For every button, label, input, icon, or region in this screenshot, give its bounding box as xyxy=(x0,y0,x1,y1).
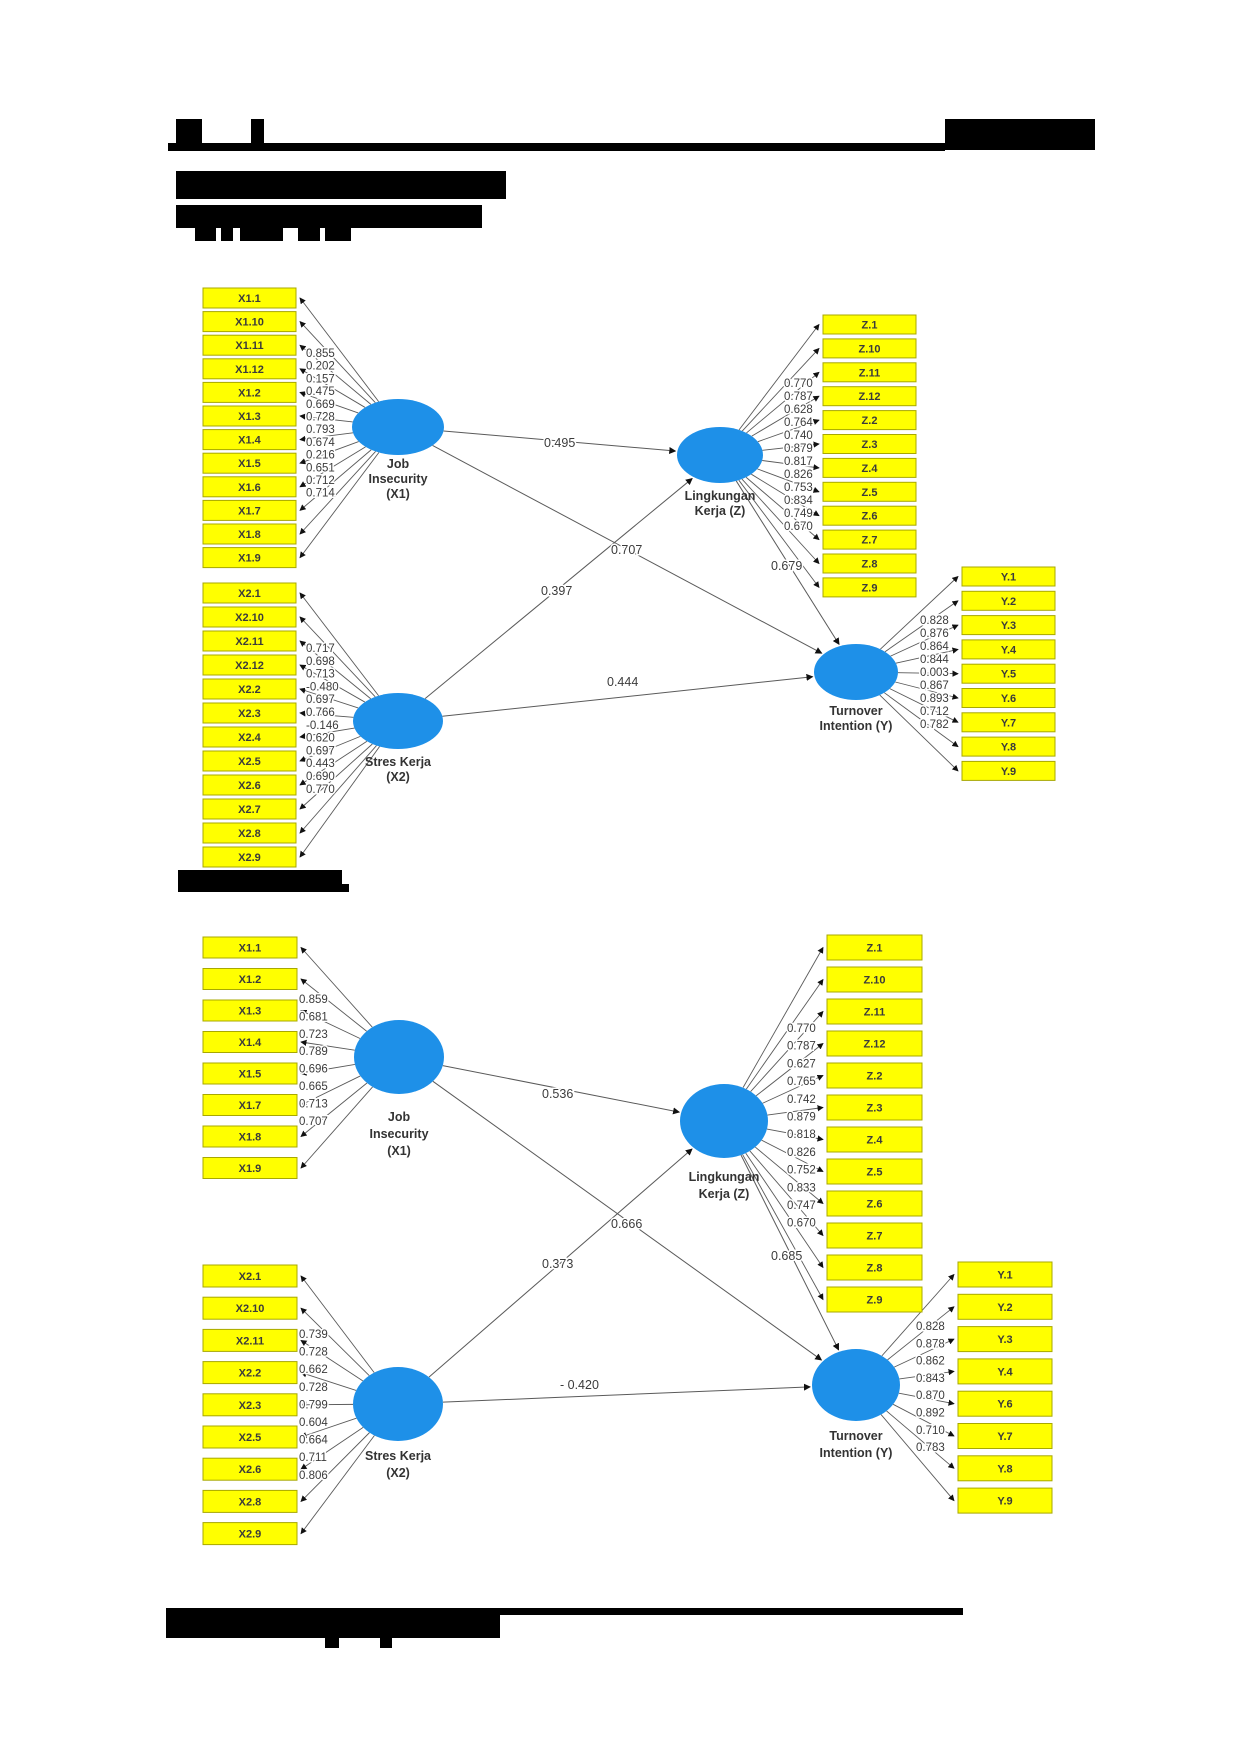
fig2-latent-label-Z-line1: Lingkungan xyxy=(688,1170,760,1184)
fig2-indicator-box-label-X2.6: X2.6 xyxy=(238,1464,262,1477)
fig1-indicator-box-label-Y.2: Y.2 xyxy=(1000,595,1017,608)
fig2-latent-label-X2-line1: Stres Kerja xyxy=(364,1449,432,1463)
fig2-indicator-box-label-X1.7: X1.7 xyxy=(238,1100,262,1112)
fig2-indicator-box-label-X2.3: X2.3 xyxy=(238,1399,262,1412)
fig2-latent-label-X1-line1: Job xyxy=(387,1110,411,1124)
fig1-loading-value-Y.9: 0.782 xyxy=(920,719,949,731)
fig1-loading-value-X2.2: 0.697 xyxy=(306,694,335,707)
fig1-loading-value-X1.1: 0.855 xyxy=(306,348,335,360)
fig2-loading-value-Z.10: 0.787 xyxy=(787,1040,816,1053)
fig1-indicator-box-label-X2.2: X2.2 xyxy=(238,684,261,696)
footer-caption xyxy=(166,1612,500,1638)
fig2-latent-label-Z-line2: Kerja (Z) xyxy=(698,1187,750,1201)
fig1-indicator-box-label-Y.5: Y.5 xyxy=(1000,668,1017,681)
fig1-latent-ellipse-X2 xyxy=(353,693,443,749)
fig2-indicator-box-label-Z.2: Z.2 xyxy=(866,1070,883,1083)
fig2-loading-value-Z.9: 0.670 xyxy=(787,1217,816,1230)
fig2-indicator-box-label-Z.8: Z.8 xyxy=(866,1262,883,1275)
fig1-indicator-box-label-Z.12: Z.12 xyxy=(858,391,881,404)
fig2-indicator-box-label-Y.9: Y.9 xyxy=(997,1495,1013,1508)
fig1-indicator-box-label-X2.6: X2.6 xyxy=(238,780,261,792)
header-rule xyxy=(168,143,945,151)
fig2-loading-value-X2.3: 0.799 xyxy=(299,1399,328,1412)
fig1-loading-value-Z.9: 0.670 xyxy=(784,521,813,533)
fig1-loading-value-Y.6: 0.867 xyxy=(920,680,949,692)
fig1-loading-value-X2.8: 0.690 xyxy=(306,771,335,783)
fig2-loading-value-X2.6: 0.664 xyxy=(299,1434,328,1447)
fig1-loading-value-Y.7: 0.893 xyxy=(920,693,949,705)
fig2-indicator-box-label-Y.8: Y.8 xyxy=(997,1463,1013,1476)
fig2-indicator-box-label-X1.1: X1.1 xyxy=(238,942,262,955)
fig1-indicator-box-label-X2.3: X2.3 xyxy=(238,708,261,720)
title-line-2 xyxy=(176,205,482,228)
fig1-path-coefficient-X1-Y: 0.707 xyxy=(611,543,643,557)
fig1-indicator-box-label-X2.9: X2.9 xyxy=(238,852,261,864)
fig2-indicator-arrow-Y.8 xyxy=(887,1411,954,1468)
fig1-loading-value-Y.8: 0.712 xyxy=(920,706,949,718)
fig2-loading-value-Z.2: 0.742 xyxy=(787,1093,816,1106)
fig1-latent-label-Y-line1: Turnover xyxy=(829,704,883,718)
fig2-loading-value-X2.5: 0.604 xyxy=(299,1417,328,1429)
fig2-loading-value-Y.2: 0.878 xyxy=(916,1338,945,1351)
fig1-loading-value-Y.5: 0.003 xyxy=(920,667,949,679)
fig1-loading-value-X1.10: 0.202 xyxy=(306,360,335,373)
fig1-indicator-box-label-X1.5: X1.5 xyxy=(238,458,261,471)
fig2-indicator-box-label-X1.9: X1.9 xyxy=(238,1163,262,1175)
fig1-indicator-box-label-X1.10: X1.10 xyxy=(235,316,264,329)
fig1-indicator-box-label-X2.10: X2.10 xyxy=(235,612,264,624)
fig1-loading-value-X1.2: 0.669 xyxy=(306,398,335,411)
title-line-1 xyxy=(176,171,506,199)
fig1-indicator-box-label-Z.2: Z.2 xyxy=(861,415,878,428)
fig1-indicator-box-label-X1.12: X1.12 xyxy=(235,363,264,376)
fig1-indicator-box-label-X2.1: X2.1 xyxy=(238,588,261,600)
fig1-loading-value-Z.10: 0.787 xyxy=(784,391,813,403)
fig1-indicator-box-label-Y.9: Y.9 xyxy=(1000,765,1017,778)
fig1-indicator-box-label-Y.8: Y.8 xyxy=(1000,741,1017,754)
fig2-path-coefficient-X1-Y: 0.666 xyxy=(611,1217,643,1231)
fig1-loading-value-X1.4: 0.793 xyxy=(306,424,335,437)
fig1-indicator-box-label-X2.12: X2.12 xyxy=(235,660,264,672)
fig1-indicator-box-label-X1.11: X1.11 xyxy=(235,340,264,353)
fig2-indicator-box-label-Z.7: Z.7 xyxy=(866,1230,883,1243)
fig1-loading-value-Y.2: 0.876 xyxy=(920,628,949,640)
fig1-loading-value-X1.8: 0.712 xyxy=(306,475,335,487)
fig1-indicator-box-label-X1.1: X1.1 xyxy=(238,293,261,305)
fig2-loading-value-X2.1: 0.739 xyxy=(299,1329,328,1341)
fig1-indicator-box-label-X1.3: X1.3 xyxy=(238,411,261,423)
fig2-loading-value-Z.4: 0.818 xyxy=(787,1129,816,1142)
fig2-indicator-box-label-Z.5: Z.5 xyxy=(866,1166,883,1179)
fig2-latent-label-X1-line3: (X1) xyxy=(387,1144,411,1158)
figure-1-caption-dot xyxy=(342,884,349,892)
fig2-latent-ellipse-X2 xyxy=(353,1367,443,1441)
fig1-loading-value-Y.3: 0.864 xyxy=(920,641,949,653)
fig2-loading-value-Z.6: 0.752 xyxy=(787,1164,816,1177)
fig1-indicator-box-label-Z.1: Z.1 xyxy=(861,319,878,332)
fig1-indicator-box-label-Z.3: Z.3 xyxy=(861,439,878,451)
fig2-loading-value-X1.9: 0.707 xyxy=(299,1115,328,1128)
fig2-indicator-box-label-Y.1: Y.1 xyxy=(997,1269,1013,1282)
fig1-indicator-box-label-Y.7: Y.7 xyxy=(1000,717,1017,730)
fig1-indicator-box-label-X1.4: X1.4 xyxy=(238,434,261,447)
fig2-latent-label-X2-line2: (X2) xyxy=(386,1466,410,1480)
fig1-loading-value-Z.12: 0.764 xyxy=(784,417,813,429)
fig1-loading-value-X2.5: 0.620 xyxy=(306,732,335,745)
fig2-loading-value-X2.11: 0.662 xyxy=(299,1364,328,1377)
fig2-loading-value-Y.7: 0.892 xyxy=(916,1407,945,1420)
fig1-indicator-box-label-X2.4: X2.4 xyxy=(238,732,261,744)
fig2-indicator-arrow-Y.2 xyxy=(887,1307,954,1360)
fig2-loading-value-X1.4: 0.789 xyxy=(299,1046,328,1059)
fig1-path-coefficient-Z-Y: 0.679 xyxy=(771,559,803,573)
fig2-loading-value-X1.3: 0.723 xyxy=(299,1028,328,1041)
fig1-loading-value-Z.11: 0.628 xyxy=(784,404,813,416)
fig2-latent-ellipse-Z xyxy=(680,1084,768,1158)
title-line-3-frag-2 xyxy=(221,228,233,241)
fig2-indicator-box-label-Y.7: Y.7 xyxy=(997,1431,1013,1443)
fig1-indicator-box-label-X2.11: X2.11 xyxy=(235,636,264,648)
fig2-indicator-box-label-X2.2: X2.2 xyxy=(238,1367,262,1380)
fig2-loading-value-X2.8: 0.711 xyxy=(299,1452,327,1465)
fig2-loading-value-X2.2: 0.728 xyxy=(299,1381,328,1394)
fig1-loading-value-X2.7: 0.443 xyxy=(306,758,335,771)
header-right-block xyxy=(945,119,1095,150)
fig2-loading-value-X1.7: 0.665 xyxy=(299,1081,328,1093)
fig2-indicator-arrow-X2.9 xyxy=(301,1436,374,1534)
fig2-loading-value-Y.6: 0.870 xyxy=(916,1390,945,1403)
fig2-indicator-box-label-Z.10: Z.10 xyxy=(863,974,886,987)
title-line-3-frag-1 xyxy=(195,228,216,241)
fig2-loading-value-X1.5: 0.696 xyxy=(299,1063,328,1076)
fig1-loading-value-X2.10: 0.698 xyxy=(306,655,335,668)
fig1-indicator-box-label-Z.11: Z.11 xyxy=(858,367,881,380)
fig1-loading-value-X2.4: -0.146 xyxy=(306,719,339,732)
fig2-path-coefficient-X2-Z: 0.373 xyxy=(542,1257,574,1271)
fig2-loading-value-Z.1: 0.770 xyxy=(787,1023,816,1035)
fig2-indicator-box-label-X2.5: X2.5 xyxy=(238,1432,262,1444)
footer-caption-desc-2 xyxy=(380,1638,392,1648)
fig1-path-coefficient-X2-Y: 0.444 xyxy=(607,675,639,689)
fig2-loading-value-Z.5: 0.826 xyxy=(787,1146,816,1159)
fig1-indicator-box-label-X1.2: X1.2 xyxy=(238,387,261,400)
title-line-3-frag-5 xyxy=(325,228,351,241)
fig1-indicator-box-label-X1.7: X1.7 xyxy=(238,505,261,518)
fig2-loading-value-Y.8: 0.710 xyxy=(916,1424,945,1437)
fig2-loading-value-X2.10: 0.728 xyxy=(299,1346,328,1359)
fig1-loading-value-X1.11: 0.157 xyxy=(306,373,335,386)
fig1-loading-value-Z.3: 0.879 xyxy=(784,443,813,455)
fig1-loading-value-Y.4: 0.844 xyxy=(920,654,949,666)
figure-1-caption xyxy=(178,870,342,892)
fig1-loading-value-X2.9: 0.770 xyxy=(306,783,335,796)
fig2-loading-value-Y.4: 0.843 xyxy=(916,1372,945,1385)
fig1-loading-value-X2.1: 0.717 xyxy=(306,643,335,655)
title-line-3-frag-3 xyxy=(240,228,283,241)
fig1-indicator-box-label-Y.6: Y.6 xyxy=(1000,693,1017,705)
fig2-loading-value-X1.1: 0.859 xyxy=(299,994,328,1006)
fig2-indicator-box-label-Y.2: Y.2 xyxy=(997,1301,1013,1314)
fig2-indicator-box-label-Z.12: Z.12 xyxy=(863,1038,886,1051)
fig1-loading-value-Z.1: 0.770 xyxy=(784,378,813,390)
fig1-loading-value-Z.6: 0.753 xyxy=(784,482,813,494)
fig1-loading-value-X1.12: 0.475 xyxy=(306,386,335,399)
fig2-loading-value-Y.9: 0.783 xyxy=(916,1442,945,1455)
fig1-path-coefficient-X2-Z: 0.397 xyxy=(541,584,573,598)
fig2-loading-value-X1.2: 0.681 xyxy=(299,1011,328,1024)
fig1-loading-value-X2.6: 0.697 xyxy=(306,745,335,758)
fig2-loading-value-X1.8: 0.713 xyxy=(299,1098,328,1111)
fig2-path-coefficient-X2-Y: - 0.420 xyxy=(560,1378,599,1392)
fig1-indicator-box-label-Y.1: Y.1 xyxy=(1000,571,1017,584)
fig1-latent-ellipse-Z xyxy=(677,427,763,483)
fig1-latent-label-X2-line2: (X2) xyxy=(386,770,410,784)
fig2-loading-value-Z.3: 0.879 xyxy=(787,1111,816,1124)
fig2-indicator-box-label-X2.9: X2.9 xyxy=(238,1528,262,1541)
fig1-indicator-box-label-X1.6: X1.6 xyxy=(238,481,261,494)
fig1-indicator-box-label-Z.7: Z.7 xyxy=(861,534,878,547)
fig1-latent-label-Z-line2: Kerja (Z) xyxy=(694,504,746,518)
fig2-loading-value-Z.12: 0.765 xyxy=(787,1076,816,1089)
fig2-loading-value-Z.7: 0.833 xyxy=(787,1182,816,1195)
fig2-indicator-box-label-X2.10: X2.10 xyxy=(235,1303,265,1316)
fig1-loading-value-Z.8: 0.749 xyxy=(784,508,813,520)
fig1-loading-value-Z.4: 0.817 xyxy=(784,456,813,468)
fig1-indicator-box-label-X2.8: X2.8 xyxy=(238,828,261,840)
fig1-loading-value-X1.3: 0.728 xyxy=(306,411,335,424)
fig2-loading-value-Y.3: 0.862 xyxy=(916,1355,945,1368)
fig1-loading-value-Z.2: 0.740 xyxy=(784,430,813,442)
fig2-indicator-box-label-Z.1: Z.1 xyxy=(866,942,883,955)
fig2-indicator-box-label-Z.11: Z.11 xyxy=(863,1006,886,1019)
fig1-indicator-box-label-Z.8: Z.8 xyxy=(861,558,878,571)
fig2-indicator-box-label-X2.11: X2.11 xyxy=(235,1335,265,1348)
fig1-indicator-box-label-X1.8: X1.8 xyxy=(238,529,261,541)
fig1-latent-label-X2-line1: Stres Kerja xyxy=(364,755,432,769)
footer-caption-desc-1 xyxy=(325,1638,339,1648)
fig1-indicator-box-label-X2.5: X2.5 xyxy=(238,756,261,768)
fig2-loading-value-X2.9: 0.806 xyxy=(299,1469,328,1482)
fig2-indicator-box-label-Z.9: Z.9 xyxy=(866,1294,883,1307)
fig2-indicator-box-label-X1.4: X1.4 xyxy=(238,1037,262,1049)
fig1-loading-value-Y.1: 0.828 xyxy=(920,615,949,627)
fig1-indicator-box-label-Z.4: Z.4 xyxy=(861,462,878,475)
fig2-indicator-box-label-Y.4: Y.4 xyxy=(997,1366,1013,1379)
fig1-latent-label-X1-line1: Job xyxy=(386,457,410,471)
fig1-latent-label-Y-line2: Intention (Y) xyxy=(819,719,893,733)
fig1-latent-label-X1-line2: Insecurity xyxy=(368,472,428,486)
fig1-loading-value-X1.7: 0.651 xyxy=(306,462,335,475)
fig1-indicator-box-label-Y.4: Y.4 xyxy=(1000,644,1017,657)
fig2-indicator-box-label-X1.5: X1.5 xyxy=(238,1068,262,1081)
fig2-indicator-box-label-Z.3: Z.3 xyxy=(866,1102,883,1115)
fig2-latent-ellipse-Y xyxy=(812,1349,900,1421)
fig2-latent-label-X1-line2: Insecurity xyxy=(369,1127,429,1141)
fig1-loading-value-X2.11: 0.713 xyxy=(306,668,335,681)
fig1-path-coefficient-X1-Z: 0.495 xyxy=(544,436,576,450)
fig1-loading-value-X1.5: 0.674 xyxy=(306,436,335,449)
fig1-indicator-box-label-X1.9: X1.9 xyxy=(238,552,261,565)
fig1-loading-value-Z.5: 0.826 xyxy=(784,469,813,481)
fig1-loading-value-X2.3: 0.766 xyxy=(306,707,335,719)
fig1-loading-value-X2.12: -0.480 xyxy=(306,681,339,694)
fig1-indicator-box-label-Z.5: Z.5 xyxy=(861,486,878,499)
fig2-indicator-box-label-X2.8: X2.8 xyxy=(238,1496,262,1509)
fig2-loading-value-Y.1: 0.828 xyxy=(916,1321,945,1333)
fig2-loading-value-Z.8: 0.747 xyxy=(787,1200,816,1212)
fig1-loading-value-X1.6: 0.216 xyxy=(306,449,335,462)
fig1-indicator-box-label-Z.6: Z.6 xyxy=(861,510,878,523)
fig2-latent-label-Y-line1: Turnover xyxy=(829,1429,883,1443)
fig2-indicator-box-label-X1.2: X1.2 xyxy=(238,974,262,986)
fig1-indicator-box-label-Z.10: Z.10 xyxy=(858,343,881,356)
fig2-indicator-box-label-Z.4: Z.4 xyxy=(866,1134,883,1147)
fig2-latent-ellipse-X1 xyxy=(354,1020,444,1094)
fig2-indicator-box-label-Z.6: Z.6 xyxy=(866,1198,883,1211)
fig1-loading-value-Z.7: 0.834 xyxy=(784,495,813,507)
fig1-loading-value-X1.9: 0.714 xyxy=(306,487,335,500)
fig1-latent-ellipse-X1 xyxy=(352,399,444,455)
fig1-indicator-box-label-Y.3: Y.3 xyxy=(1000,620,1017,633)
fig2-indicator-box-label-Y.3: Y.3 xyxy=(997,1334,1013,1347)
fig1-latent-label-X1-line3: (X1) xyxy=(386,487,410,501)
fig2-path-arrow-X2-Y xyxy=(443,1387,810,1402)
fig1-indicator-box-label-X2.7: X2.7 xyxy=(238,804,261,816)
fig1-latent-label-Z-line1: Lingkungan xyxy=(684,489,756,503)
title-line-3-frag-4 xyxy=(298,228,320,241)
fig2-latent-label-Y-line2: Intention (Y) xyxy=(819,1446,893,1460)
fig1-indicator-box-label-Z.9: Z.9 xyxy=(861,582,878,595)
fig2-path-coefficient-Z-Y: 0.685 xyxy=(771,1249,803,1263)
fig2-indicator-box-label-X2.1: X2.1 xyxy=(238,1271,262,1283)
fig2-loading-value-Z.11: 0.627 xyxy=(787,1058,816,1071)
fig2-path-coefficient-X1-Z: 0.536 xyxy=(542,1087,574,1101)
fig1-latent-ellipse-Y xyxy=(814,644,898,700)
fig2-indicator-box-label-X1.3: X1.3 xyxy=(238,1005,262,1018)
fig2-indicator-box-label-X1.8: X1.8 xyxy=(238,1131,262,1144)
fig2-indicator-box-label-Y.6: Y.6 xyxy=(997,1398,1013,1411)
